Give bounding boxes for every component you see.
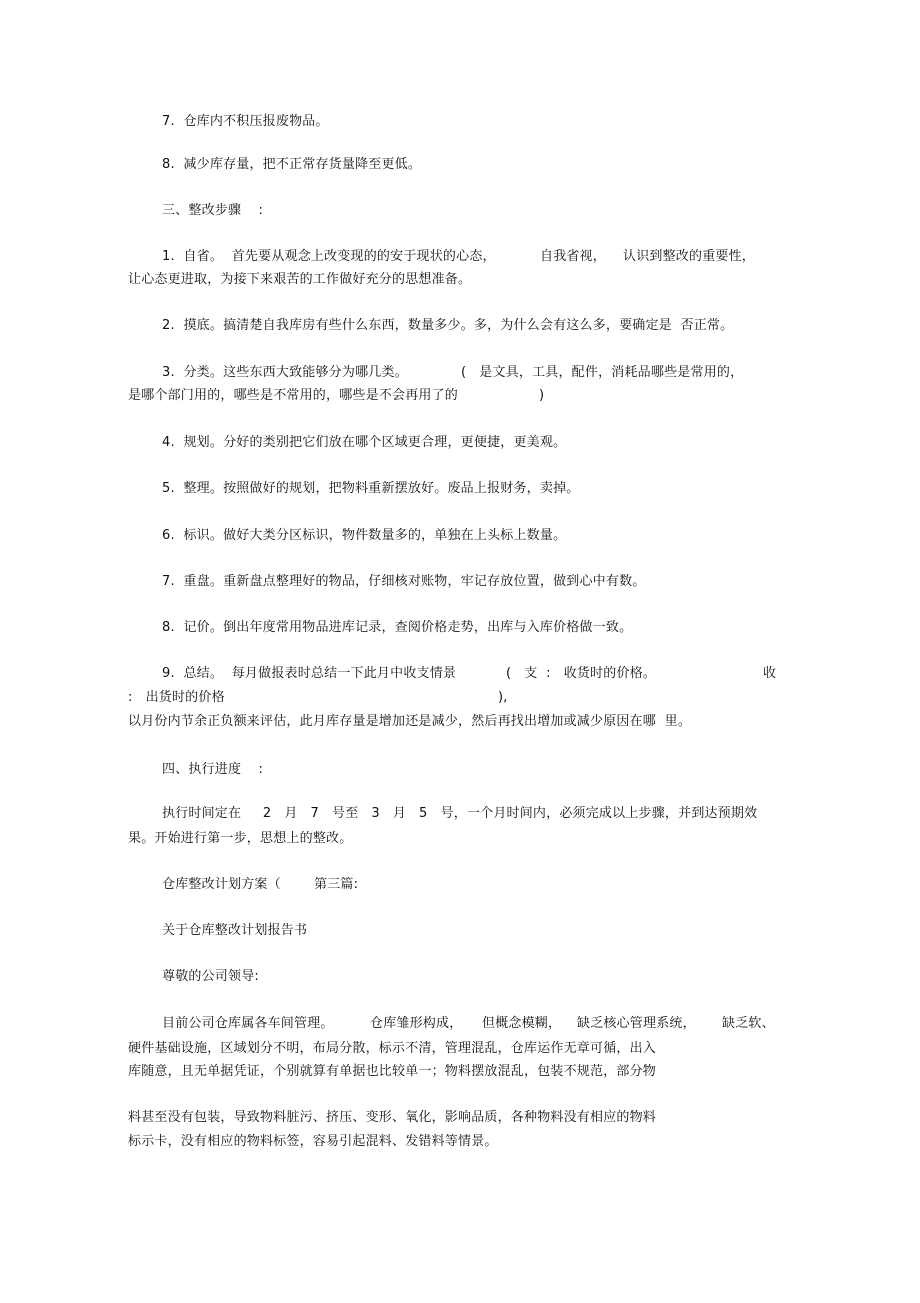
step-7: 7. 重盘。重新盘点整理好的物品，仔细核对账物，牢记存放位置，做到心中有数。 [162,574,646,589]
body-line-1b: 仓库雏形构成， [370,1016,463,1031]
step-4: 4. 规划。分好的类别把它们放在哪个区域更合理，更便捷，更美观。 [162,435,567,450]
step-8: 8. 记价。倒出年度常用物品进库记录，查阅价格走势，出库与入库价格做一致。 [162,620,633,635]
section-3-heading: 三、整改步骤 : [162,203,264,218]
step-1-line-1a: 1. 自省。 首先要从观念上改变现的的安于现状的心态， [162,249,496,264]
body-line-4: 料甚至没有包装，导致物料脏污、挤压、变形、氧化，影响品质，各种物料没有相应的物料 [128,1110,657,1125]
step-1-line-1c: 认识到整改的重要性， [623,249,756,264]
step-1-line-2: 让心态更进取，为接下来艰苦的工作做好充分的思想准备。 [128,272,472,287]
report-title: 关于仓库整改计划报告书 [162,923,308,938]
body-line-1a: 目前公司仓库属各车间管理。 [162,1016,334,1031]
section-4-line-2: 果。开始进行第一步，思想上的整改。 [128,831,353,846]
part-3-title-a: 仓库整改计划方案（ [162,877,281,892]
step-9-line-1c: 收 [763,666,777,681]
step-3-line-1b: ( 是文具，工具，配件，消耗品哪些是常用的， [461,365,744,380]
step-6: 6. 标识。做好大类分区标识，物件数量多的，单独在上头标上数量。 [162,528,567,543]
salutation: 尊敬的公司领导: [162,969,259,984]
step-9-line-3: 以月份内节余正负额来评估，此月库存量是增加还是减少，然后再找出增加或减少原因在哪 里。 [128,714,692,729]
body-line-2: 硬件基础设施，区域划分不明，布局分散，标示不清，管理混乱，仓库运作无章可循，出入 [128,1041,657,1056]
section-4-line-1: 执行时间定在 2 月 7 号至 3 月 5 号，一个月时间内，必须完成以上步骤，并到达预期效 [162,806,758,821]
section-4-heading: 四、执行进度 : [162,762,264,777]
step-3-line-2a: 是哪个部门用的，哪些是不常用的，哪些是不会再用了的 [128,388,459,403]
step-1-line-1b: 自我省视， [540,249,607,264]
step-9-line-2a: : 出货时的价格 [128,690,225,705]
step-2: 2. 摸底。搞清楚自我库房有些什么东西，数量多少。多，为什么会有这么多，要确定是 否正常。 [162,318,734,333]
body-line-1d: 缺乏核心管理系统， [577,1016,696,1031]
body-line-5: 标示卡，没有相应的物料标签，容易引起混料、发错料等情景。 [128,1134,498,1149]
step-3-line-2b: ) [539,388,545,403]
goal-item-7: 7. 仓库内不积压报废物品。 [162,114,329,129]
step-3-line-1a: 3. 分类。这些东西大致能够分为哪几类。 [162,365,408,380]
body-line-1e: 缺乏软、 [722,1016,775,1031]
step-5: 5. 整理。按照做好的规划，把物料重新摆放好。废品上报财务，卖掉。 [162,481,580,496]
body-line-1c: 但概念模糊， [482,1016,562,1031]
step-9-line-1b: ( 支 : 收货时的价格。 [506,666,657,681]
step-9-line-1a: 9. 总结。 每月做报表时总结一下此月中收支情景 [162,666,457,681]
part-3-title-b: 第三篇: [314,877,359,892]
step-9-line-2b: ), [498,690,508,705]
body-line-3: 库随意，且无单据凭证，个别就算有单据也比较单一；物料摆放混乱，包装不规范，部分物 [128,1064,657,1079]
goal-item-8: 8. 减少库存量，把不正常存货量降至更低。 [162,157,422,172]
